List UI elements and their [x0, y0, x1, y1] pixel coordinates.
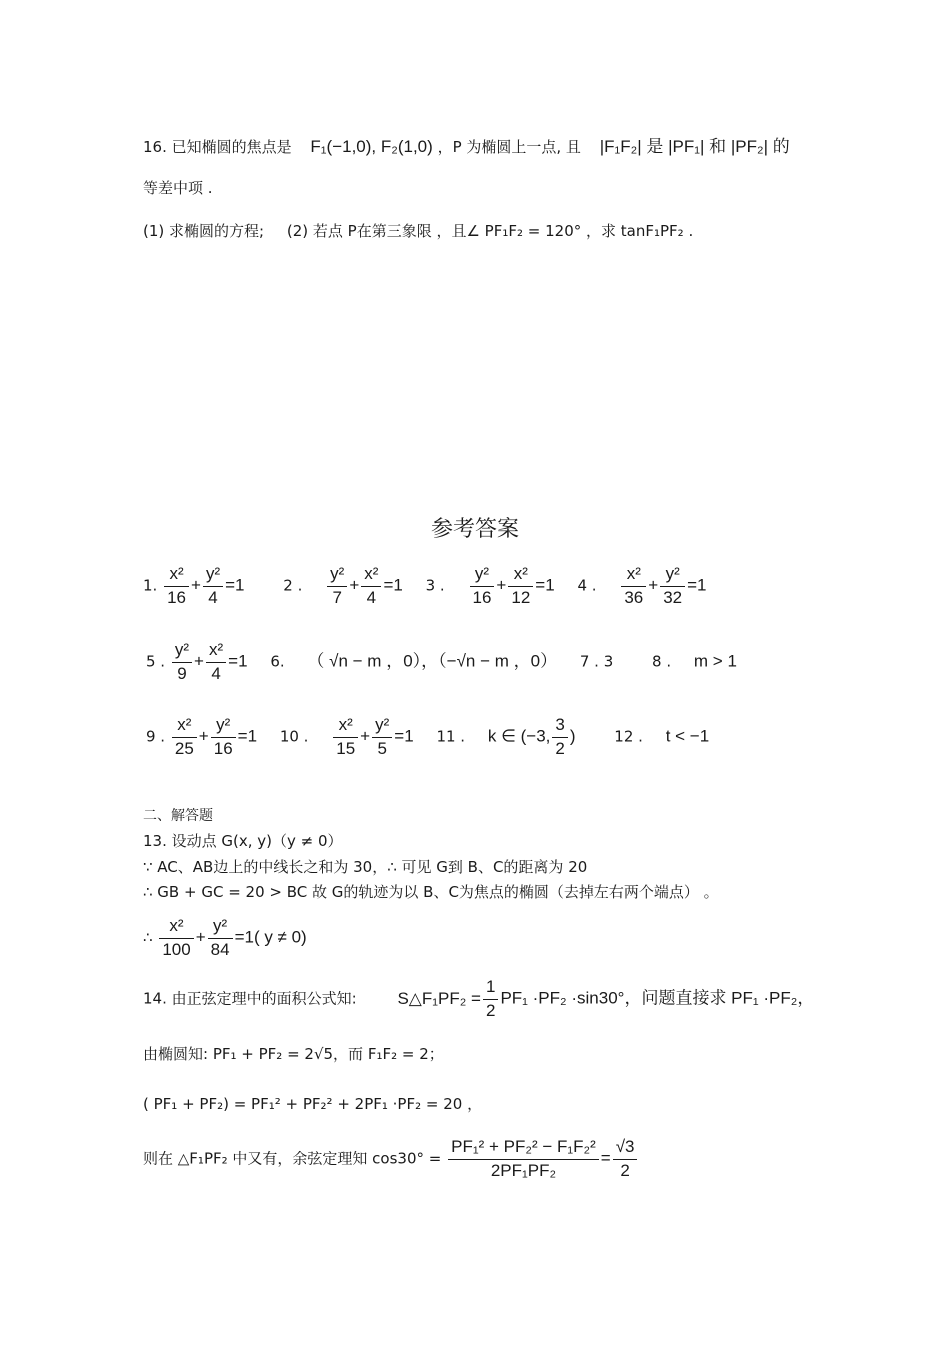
fraction: $\frac{√3}{2}$: [613, 1138, 638, 1180]
problem-14-line3: ( PF₁ + PF₂) = PF₁² + PF₂² + 2PF₁ ·PF₂ = 20 ，: [143, 1095, 483, 1113]
problem-14-line4: 则在 △F₁PF₂ 中又有，余弦定理知 cos30° = $\frac{\text{PF₁² + PF₂² − F₁F₂²}}{\text{2PF₁PF₂}}$ = $\frac{√3}{2}$: [143, 1138, 639, 1180]
fraction: $\frac{1}{2}$: [483, 978, 498, 1020]
problem-16-line1: 16. 已知椭圆的焦点是 F₁(−1,0), F₂(1,0) ，P 为椭圆上一点, 且 |F₁F₂| 是 |PF₁| 和 |PF₂| 的: [143, 137, 790, 156]
fraction: $\frac{\text{y²}}{9}$: [172, 641, 192, 683]
fraction: $\frac{\text{y²}}{5}$: [372, 716, 392, 758]
fraction: $\frac{\text{x²}}{36}$: [621, 565, 646, 607]
answers-row-2: 5 . $\frac{\text{y²}}{9}$ + $\frac{\text{x²}}{4}$ =1 6. （ √n − m ，0），（−√n − m ，0） 7 . 3 8 . m > 1: [146, 640, 737, 683]
problem-13-line1: 13. 设动点 G(x, y)（y ≠ 0）: [143, 832, 343, 850]
problem-13-line2: ∵ AC、AB边上的中线长之和为 30，∴ 可见 G到 B、C的距离为 20: [143, 858, 588, 876]
fraction: $\frac{\text{y²}}{84}$: [208, 917, 233, 959]
problem-13-line3: ∴ GB + GC = 20 > BC 故 G的轨迹为以 B、C为焦点的椭圆（去掉左右两个端点） 。: [143, 883, 719, 901]
fraction: $\frac{\text{y²}}{16}$: [211, 716, 236, 758]
fraction: $\frac{\text{x²}}{4}$: [361, 565, 381, 607]
problem-14-line1: 14. 由正弦定理中的面积公式知: S△F₁PF₂ = $\frac{1}{2}$ PF₁ ·PF₂ ·sin30°，问题直接求 PF₁ ·PF₂，: [143, 977, 815, 1020]
fraction: $\frac{\text{y²}}{32}$: [660, 565, 685, 607]
fraction: $\frac{\text{y²}}{7}$: [327, 565, 347, 607]
fraction: $\frac{\text{x²}}{100}$: [159, 917, 193, 959]
fraction: $\frac{\text{x²}}{12}$: [508, 565, 533, 607]
fraction: $\frac{\text{PF₁² + PF₂² − F₁F₂²}}{\text{2PF₁PF₂}}$: [448, 1138, 599, 1180]
problem-16-line3: (1) 求椭圆的方程; (2) 若点 P在第三象限 ，且∠ PF₁F₂ = 120° ，求 tanF₁PF₂ .: [143, 222, 694, 240]
fraction: $\frac{\text{x²}}{4}$: [206, 641, 226, 683]
fraction: $\frac{\text{x²}}{16}$: [164, 565, 189, 607]
fraction: $\frac{\text{x²}}{15}$: [333, 716, 358, 758]
answers-row-1: 1. $\frac{\text{x²}}{16}$ + $\frac{\text{y²}}{4}$ =1 2 . $\frac{\text{y²}}{7}$ + $\frac{\text{x²}}{4}$ =1 3 . $\frac{\text{y²}}{16}$ + $\frac{\text{x²}}{12}$ =1 4 . $\frac{\text{x²}}{36}$ + $\frac{\text{y²}}{32}$ =1: [143, 564, 707, 607]
fraction: $\frac{\text{y²}}{16}$: [470, 565, 495, 607]
fraction: $\frac{3}{2}$: [552, 716, 567, 758]
answers-title: 参考答案: [430, 517, 519, 542]
problem-16-line2: 等差中项 .: [143, 179, 213, 197]
section-2-header: 二、解答题: [143, 808, 213, 824]
answers-row-3: 9 . $\frac{\text{x²}}{25}$ + $\frac{\text{y²}}{16}$ =1 10 . $\frac{\text{x²}}{15}$ + $\frac{\text{y²}}{5}$ =1 11 . k ∈ (−3, $\frac{3}{2}$ ) 12 . t < −1: [146, 715, 710, 758]
problem-13-line4: ∴ $\frac{\text{x²}}{100}$ + $\frac{\text{y²}}{84}$ =1( y ≠ 0): [143, 916, 307, 959]
problem-14-line2: 由椭圆知: PF₁ + PF₂ = 2√5，而 F₁F₂ = 2；: [143, 1045, 444, 1063]
fraction: $\frac{\text{y²}}{4}$: [203, 565, 223, 607]
fraction: $\frac{\text{x²}}{25}$: [172, 716, 197, 758]
